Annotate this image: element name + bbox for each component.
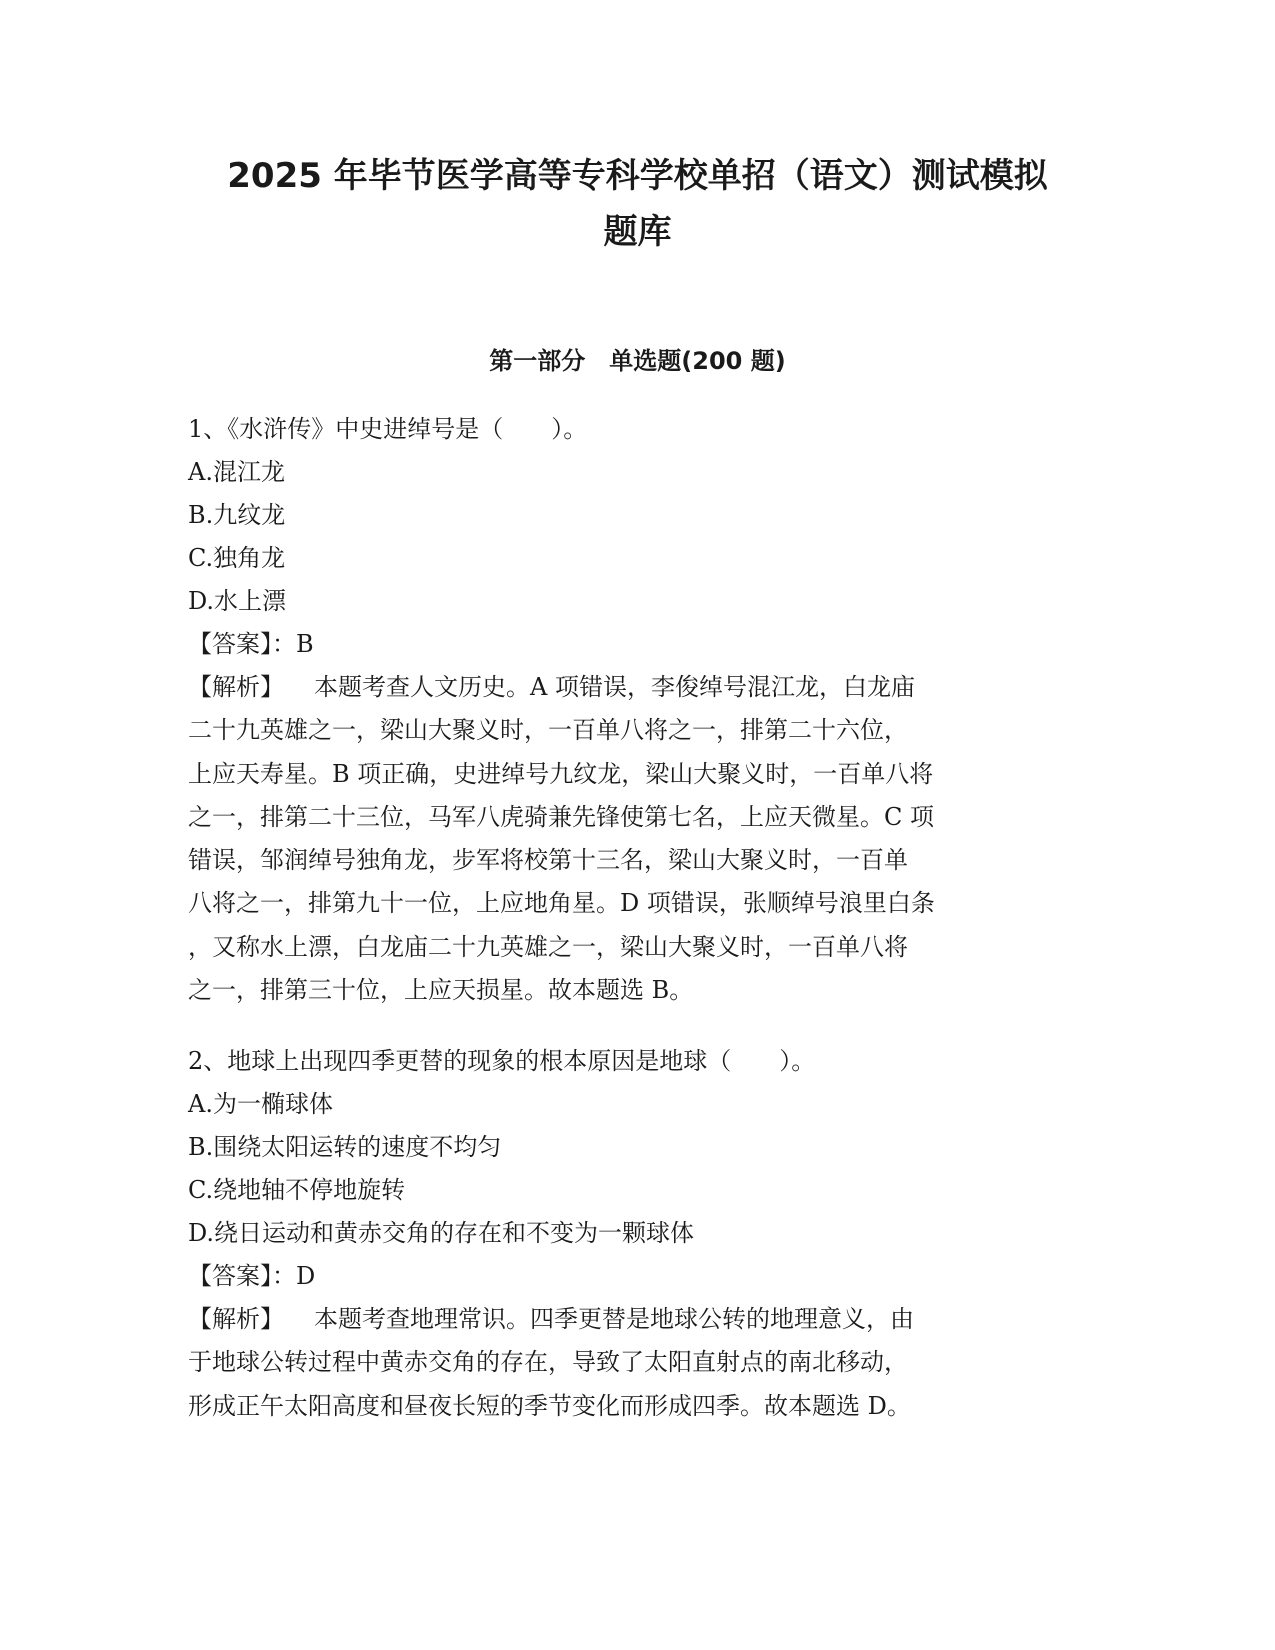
option-b: B.九纹龙 [188,501,286,529]
answer-value: D [296,1262,316,1290]
analysis-line: 之一，排第二十三位，马军八虎骑兼先锋使第七名，上应天微星。C 项 [188,802,934,831]
document-title [180,148,1095,260]
option-d: D.水上漂 [188,587,287,615]
question-1 [188,408,1088,1012]
answer-value: B [296,630,314,658]
document-title-line-2: 题库 [603,212,672,252]
answer-label: 【答案】： [188,1262,296,1290]
analysis-line: 错误，邹润绰号独角龙，步军将校第十三名，梁山大聚义时，一百单 [188,846,908,875]
analysis-line [188,666,1088,709]
analysis-line: ，又称水上漂，白龙庙二十九英雄之一，梁山大聚义时，一百单八将 [188,932,908,961]
question-2 [188,1040,1088,1428]
section-heading: 第一部分 单选题(200 题) [489,347,786,375]
analysis-line: 八将之一，排第九十一位，上应地角星。D 项错误，张顺绰号浪里白条 [188,889,935,918]
analysis-line: 上应天寿星。B 项正确，史进绰号九纹龙，梁山大聚义时，一百单八将 [188,759,934,788]
question-stem: 2、地球上出现四季更替的现象的根本原因是地球（ ）。 [188,1047,816,1075]
analysis-line: 之一，排第三十位，上应天损星。故本题选 B。 [188,976,694,1005]
answer-line [188,1255,1088,1298]
option-c: C.独角龙 [188,544,286,572]
answer-label: 【答案】： [188,630,296,658]
option-c: C.绕地轴不停地旋转 [188,1176,406,1204]
answer-line [188,623,1088,666]
question-stem: 1、《水浒传》中史进绰号是（ ）。 [188,415,588,443]
analysis-line: 形成正午太阳高度和昼夜长短的季节变化而形成四季。故本题选 D。 [188,1391,911,1420]
analysis-label: 【解析】 [188,673,284,701]
option-d: D.绕日运动和黄赤交角的存在和不变为一颗球体 [188,1219,695,1247]
analysis-line [188,1298,1088,1341]
analysis-line: 于地球公转过程中黄赤交角的存在，导致了太阳直射点的南北移动， [188,1348,908,1377]
option-a: A.为一椭球体 [188,1090,333,1118]
analysis-label: 【解析】 [188,1305,284,1333]
analysis-text: 本题考查人文历史。A 项错误，李俊绰号混江龙，白龙庙 [314,673,915,701]
analysis-block [188,666,1088,1012]
analysis-line: 二十九英雄之一，梁山大聚义时，一百单八将之一，排第二十六位， [188,716,908,745]
analysis-text: 本题考查地理常识。四季更替是地球公转的地理意义，由 [314,1305,914,1333]
document-title-line-1: 2025 年毕节医学高等专科学校单招（语文）测试模拟 [227,156,1048,196]
option-a: A.混江龙 [188,458,285,486]
option-b: B.围绕太阳运转的速度不均匀 [188,1133,502,1161]
analysis-block [188,1298,1088,1428]
